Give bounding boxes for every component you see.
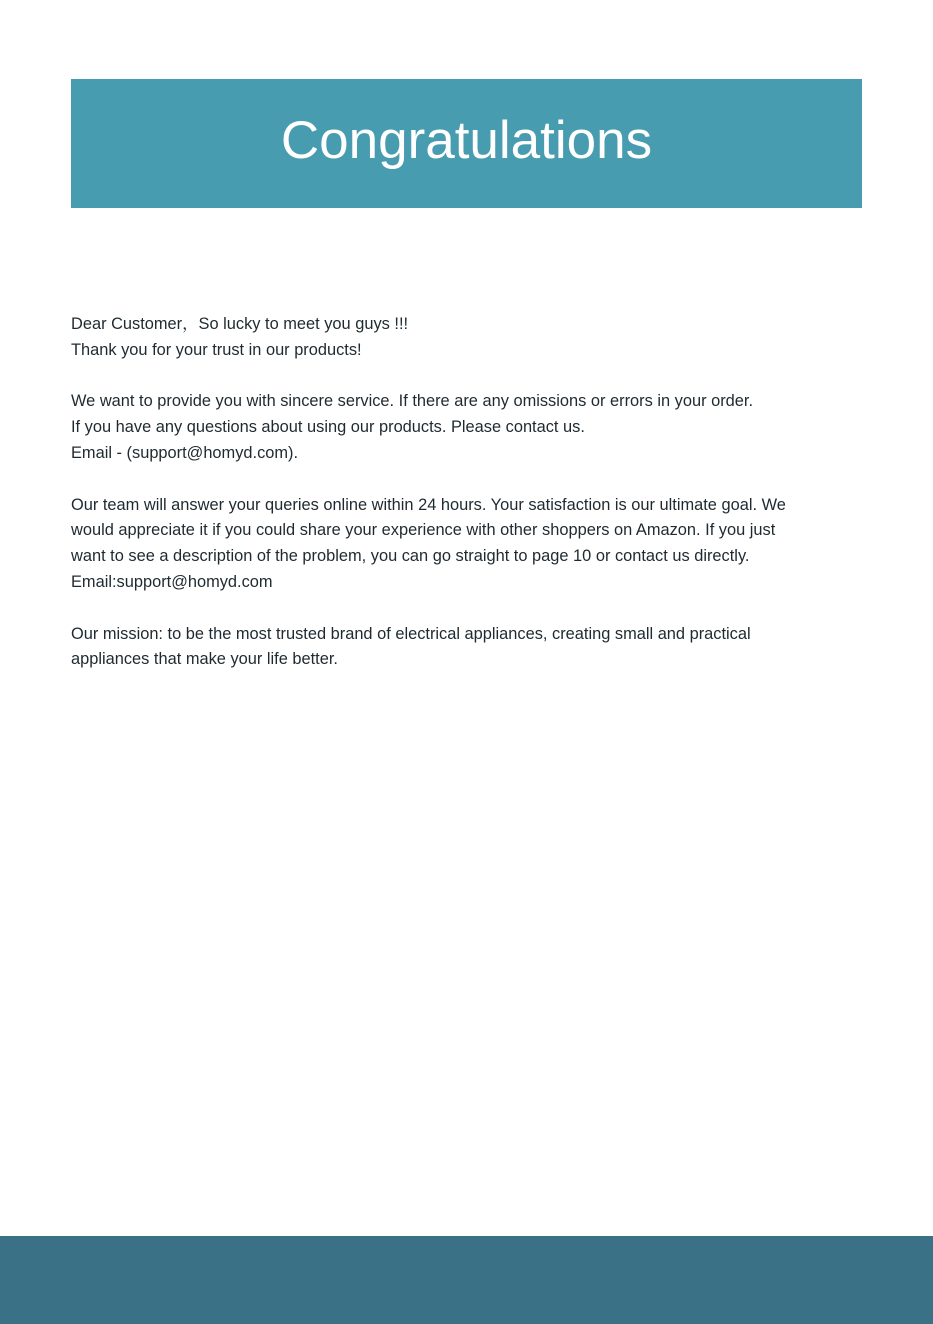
email-line: Email:support@homyd.com	[71, 572, 273, 591]
paragraph-gap	[71, 596, 861, 622]
letter-line: would appreciate it if you could share your experience with other shoppers on Amazon. If you just	[71, 521, 776, 540]
letter-line: appliances that make your life better.	[71, 650, 338, 669]
email-line: Email - (support@homyd.com).	[71, 443, 299, 462]
page-title: Congratulations	[280, 111, 653, 170]
paragraph-gap	[71, 467, 861, 493]
letter-body	[71, 312, 861, 673]
letter-line: Our mission: to be the most trusted brand of electrical appliances, creating small and practical	[71, 624, 751, 643]
letter-line: If you have any questions about using our products. Please contact us.	[71, 418, 585, 437]
letter-line: want to see a description of the problem, you can go straight to page 10 or contact us directly.	[71, 547, 750, 566]
letter-line: Thank you for your trust in our products!	[71, 340, 362, 359]
letter-line: Dear Customer，So lucky to meet you guys !!!	[71, 315, 409, 333]
letter-line: We want to provide you with sincere service. If there are any omissions or errors in your order.	[71, 392, 754, 411]
letter-line: Our team will answer your queries online within 24 hours. Your satisfaction is our ultimate goal. We	[71, 495, 786, 514]
paragraph-gap	[71, 364, 861, 390]
footer-band	[0, 1236, 933, 1324]
title-banner	[71, 79, 862, 208]
